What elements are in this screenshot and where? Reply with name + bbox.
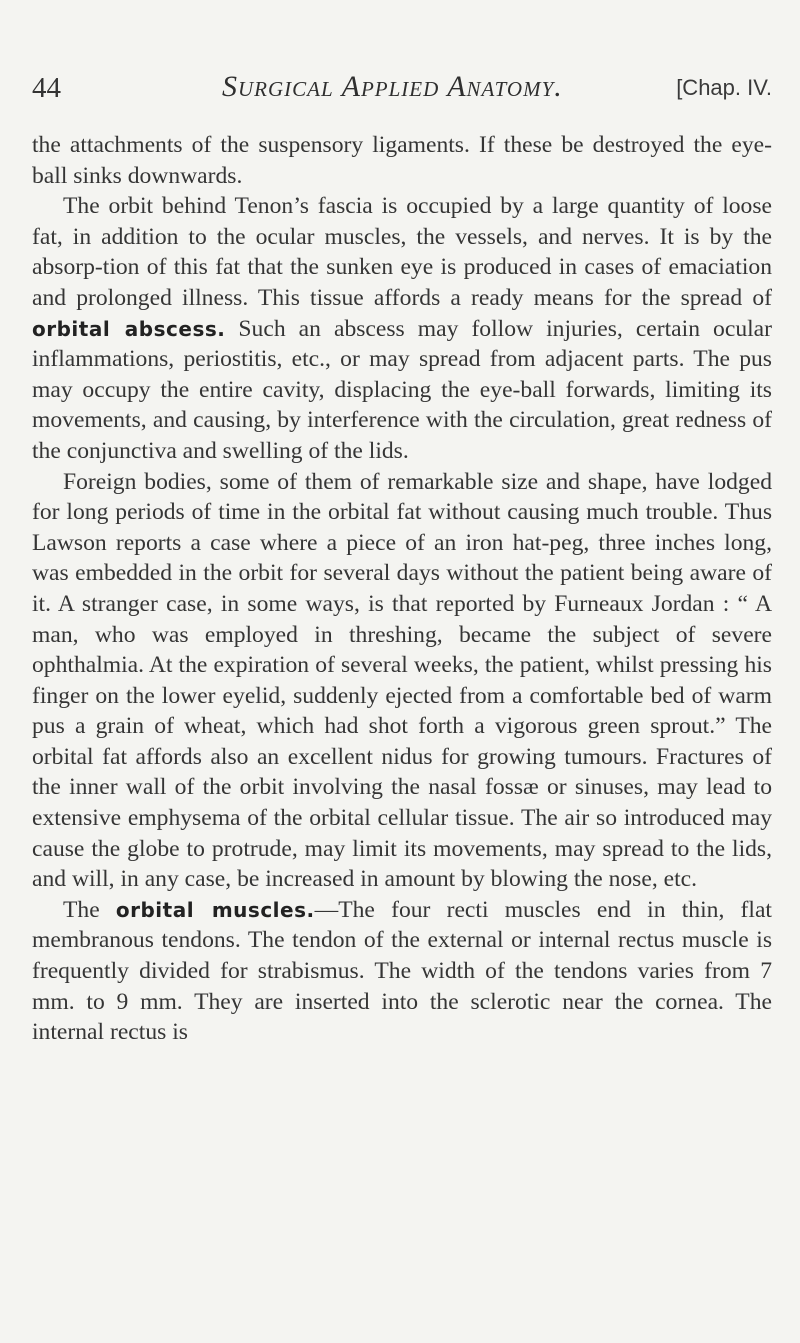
paragraph-text: The (63, 896, 100, 923)
paragraph-orbital-muscles (32, 895, 772, 1048)
chapter-reference: [Chap. IV. (676, 75, 772, 100)
running-title: Surgical Applied Anatomy. (222, 70, 563, 103)
paragraph-text: —The four recti muscles end in thin, flat membranous tendons. The tendon of the external or internal rectus muscle is frequently divided for strabismus. The width of the tendons varies from 7 mm. to 9 mm. They are inserted into the sclerotic near the cornea. The internal rectus is (32, 896, 772, 1046)
paragraph-text: Such an abscess may follow injuries, certain ocular inflammations, periostitis, etc., or may spread from adjacent parts. The pus may occupy the entire cavity, displacing the eye-ball forwards, limiting its movements, and causing, by interference with the circulation, great redness of the conjunctiva and swelling of the lids. (32, 315, 773, 464)
body-text (32, 130, 772, 1048)
orbital-abscess-term: orbital abscess. (32, 316, 226, 341)
paragraph-text: The orbit behind Tenon’s fascia is occupied by a large quantity of loose fat, in addition to the ocular muscles, the vessels, and nerves. It is by the absorp-tion of this fat that the sunken eye is produced in cases of emaciation and prolonged illness. This tissue affords a ready means for the spread of (32, 193, 772, 311)
orbital-muscles-term: orbital muscles. (115, 897, 315, 922)
page-number: 44 (32, 72, 61, 104)
paragraph-continuation: the attachments of the suspensory ligaments. If these be destroyed the eye-ball sinks downwards. (32, 132, 772, 189)
paragraph-orbital-fat (32, 191, 772, 466)
paragraph-foreign-bodies: Foreign bodies, some of them of remarkable size and shape, have lodged for long periods of time in the orbital fat without causing much trouble. Thus Lawson reports a case where a piece of an iron hat-peg, three inches long, was embedded in the orbit for several days without the patient being aware of it. A stranger case, in some ways, is that reported by Furneaux Jordan : “ A man, who was employed in threshing, became the subject of severe ophthalmia. At the expiration of several weeks, the patient, whilst pressing his finger on the lower eyelid, suddenly ejected from a comfortable bed of warm pus a grain of wheat, which had shot forth a vigorous green sprout.” The orbital fat affords also an excellent nidus for growing tumours. Fractures of the inner wall of the orbit involving the nasal fossæ or sinuses, may lead to extensive emphysema of the orbital cellular tissue. The air so introduced may cause the globe to protrude, may limit its movements, may spread to the lids, and will, in any case, be increased in amount by blowing the nose, etc. (32, 468, 772, 893)
running-head (32, 70, 772, 110)
